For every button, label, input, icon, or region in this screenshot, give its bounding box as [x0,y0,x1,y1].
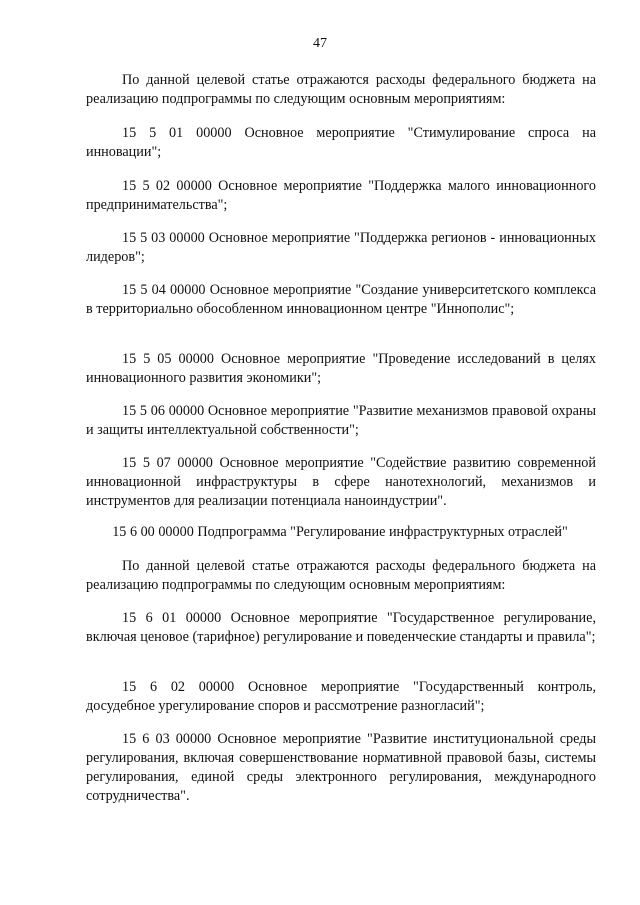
paragraph-item-15501: 15 5 01 00000 Основное мероприятие "Стимулирование спроса на инновации"; [86,125,596,160]
paragraph-item-15507: 15 5 07 00000 Основное мероприятие "Содействие развитию современной инновационной инфраструктуры в сфере нанотехнологий, механизмов и инструментов для реализации потенциала наноиндустрии". [86,455,596,509]
paragraph-intro-1: По данной целевой статье отражаются расходы федерального бюджета на реализацию подпрограммы по следующим основным мероприятиям: [86,72,596,107]
subprogram-heading: 15 6 00 00000 Подпрограмма "Регулирование инфраструктурных отраслей" [112,524,568,540]
paragraph-intro-2: По данной целевой статье отражаются расходы федерального бюджета на реализацию подпрограммы по следующим основным мероприятиям: [86,558,596,593]
paragraph-item-15506: 15 5 06 00000 Основное мероприятие "Развитие механизмов правовой охраны и защиты интеллектуальной собственности"; [86,403,596,438]
paragraph-item-15601: 15 6 01 00000 Основное мероприятие "Государственное регулирование, включая ценовое (тарифное) регулирование и поведенческие стандарты и правила"; [86,610,596,645]
paragraph-item-15502: 15 5 02 00000 Основное мероприятие "Поддержка малого инновационного предпринимательства"; [86,178,596,213]
paragraph-item-15504: 15 5 04 00000 Основное мероприятие "Создание университетского комплекса в территориально обособленном инновационном центре "Иннополис"; [86,282,596,317]
paragraph-item-15505: 15 5 05 00000 Основное мероприятие "Проведение исследований в целях инновационного развития экономики"; [86,351,596,386]
paragraph-item-15503: 15 5 03 00000 Основное мероприятие "Поддержка регионов - инновационных лидеров"; [86,230,596,265]
paragraph-item-15602: 15 6 02 00000 Основное мероприятие "Государственный контроль, досудебное урегулирование споров и рассмотрение разногласий"; [86,679,596,714]
page-number: 47 [313,36,327,51]
paragraph-item-15603: 15 6 03 00000 Основное мероприятие "Развитие институциональной среды регулирования, включая совершенствование нормативной правовой базы, системы регулирования, единой среды электронного регулирования, международного сотрудничества". [86,731,596,804]
